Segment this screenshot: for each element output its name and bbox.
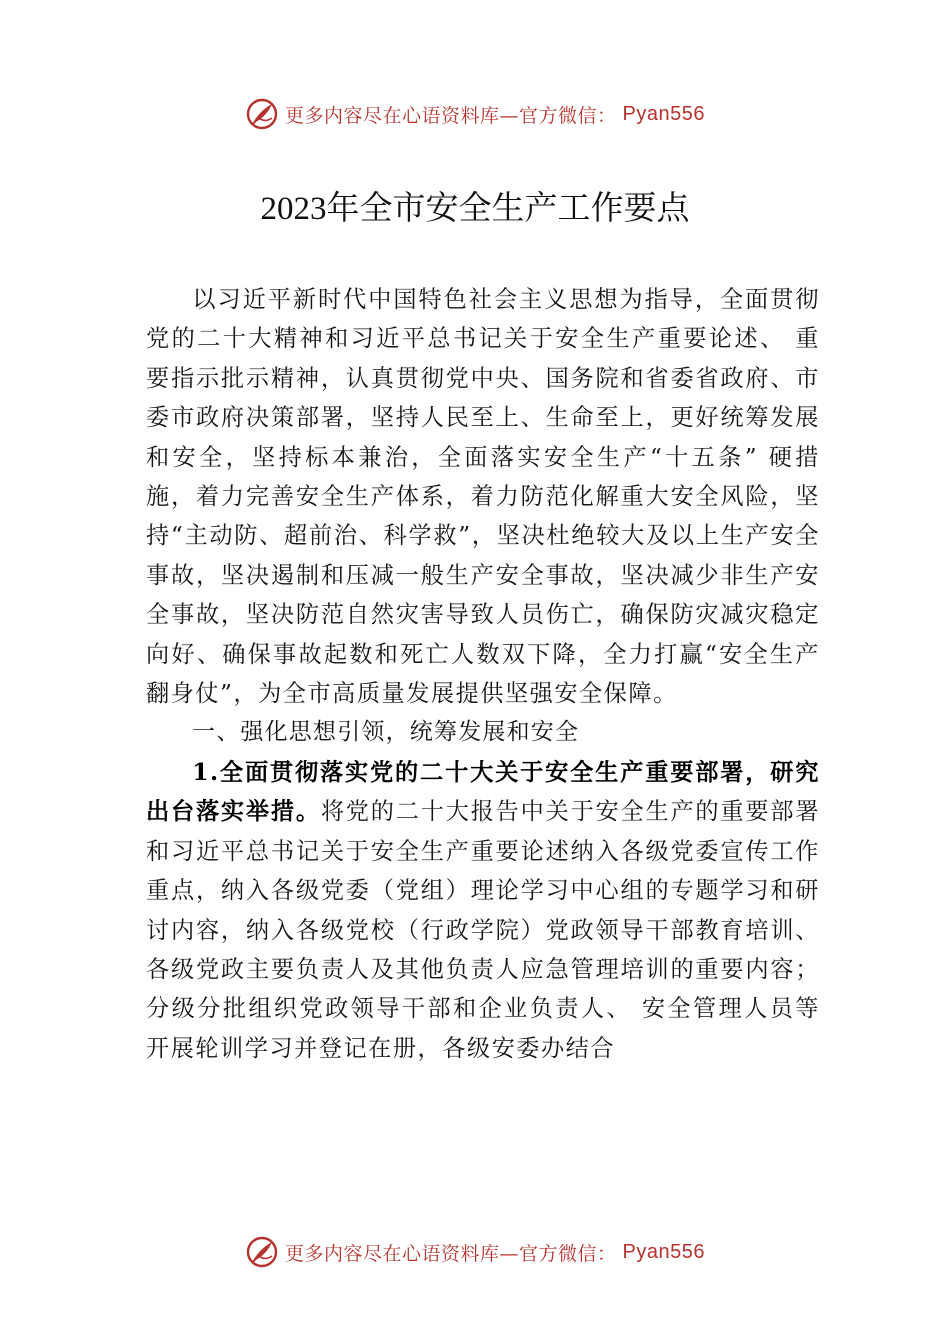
item-1-text: 将党的二十大报告中关于安全生产的重要部署和习近平总书记关于安全生产重要论述纳入各级党委宣传工作重点，纳入各级党委（党组）理论学习中心组的专题学习和研讨内容，纳入各级党校（行政学院）党政领导干部教育培训、各级党政主要负责人及其他负责人应急管理培训的重要内容；分级分批组织党政领导干部和企业负责人、 安全管理人员等开展轮训学习并登记在册，各级安委办结合 — [146, 798, 821, 1062]
title-year: 2023 — [260, 191, 327, 227]
item-1-paragraph — [146, 753, 820, 1068]
document-title — [0, 186, 950, 231]
watermark-text: 更多内容尽在心语资料库—官方微信： — [285, 104, 617, 127]
section-heading-1: 一、强化思想引领，统筹发展和安全 — [192, 719, 580, 746]
watermark-text: 更多内容尽在心语资料库—官方微信： — [285, 1242, 617, 1265]
intro-paragraph: 以习近平新时代中国特色社会主义思想为指导，全面贯彻党的二十大精神和习近平总书记关于安全生产重要论述、 重要指示批示精神，认真贯彻党中央、国务院和省委省政府、市委市政府决策部署，坚持人民至上、生命至上，更好统筹发展和安全，坚持标本兼治，全面落实安全生产“十五条” 硬措施，着力完善安全生产体系，着力防范化解重大安全风险，坚持“主动防、超前治、科学救”，坚决杜绝较大及以上生产安全事故，坚决遏制和压减一般生产安全事故，坚决减少非生产安全事故，坚决防范自然灾害导致人员伤亡，确保防灾减灾稳定向好、确保事故起数和死亡人数双下降，全力打赢“安全生产翻身仗”，为全市高质量发展提供坚强安全保障。 — [146, 286, 820, 708]
quill-seal-icon — [245, 97, 279, 131]
quill-seal-icon — [245, 1235, 279, 1269]
watermark-footer — [0, 1232, 950, 1272]
watermark-wechat-id: Pyan556 — [622, 1240, 705, 1263]
watermark-wechat-id: Pyan556 — [622, 102, 705, 125]
watermark-header — [0, 94, 950, 134]
title-text: 年全市安全生产工作要点 — [326, 188, 690, 227]
item-1-lead: 1.全面贯彻落实党的二十大关于安全生产重要部署，研究出台落实举措。 — [146, 758, 820, 826]
document-body — [146, 280, 820, 1068]
